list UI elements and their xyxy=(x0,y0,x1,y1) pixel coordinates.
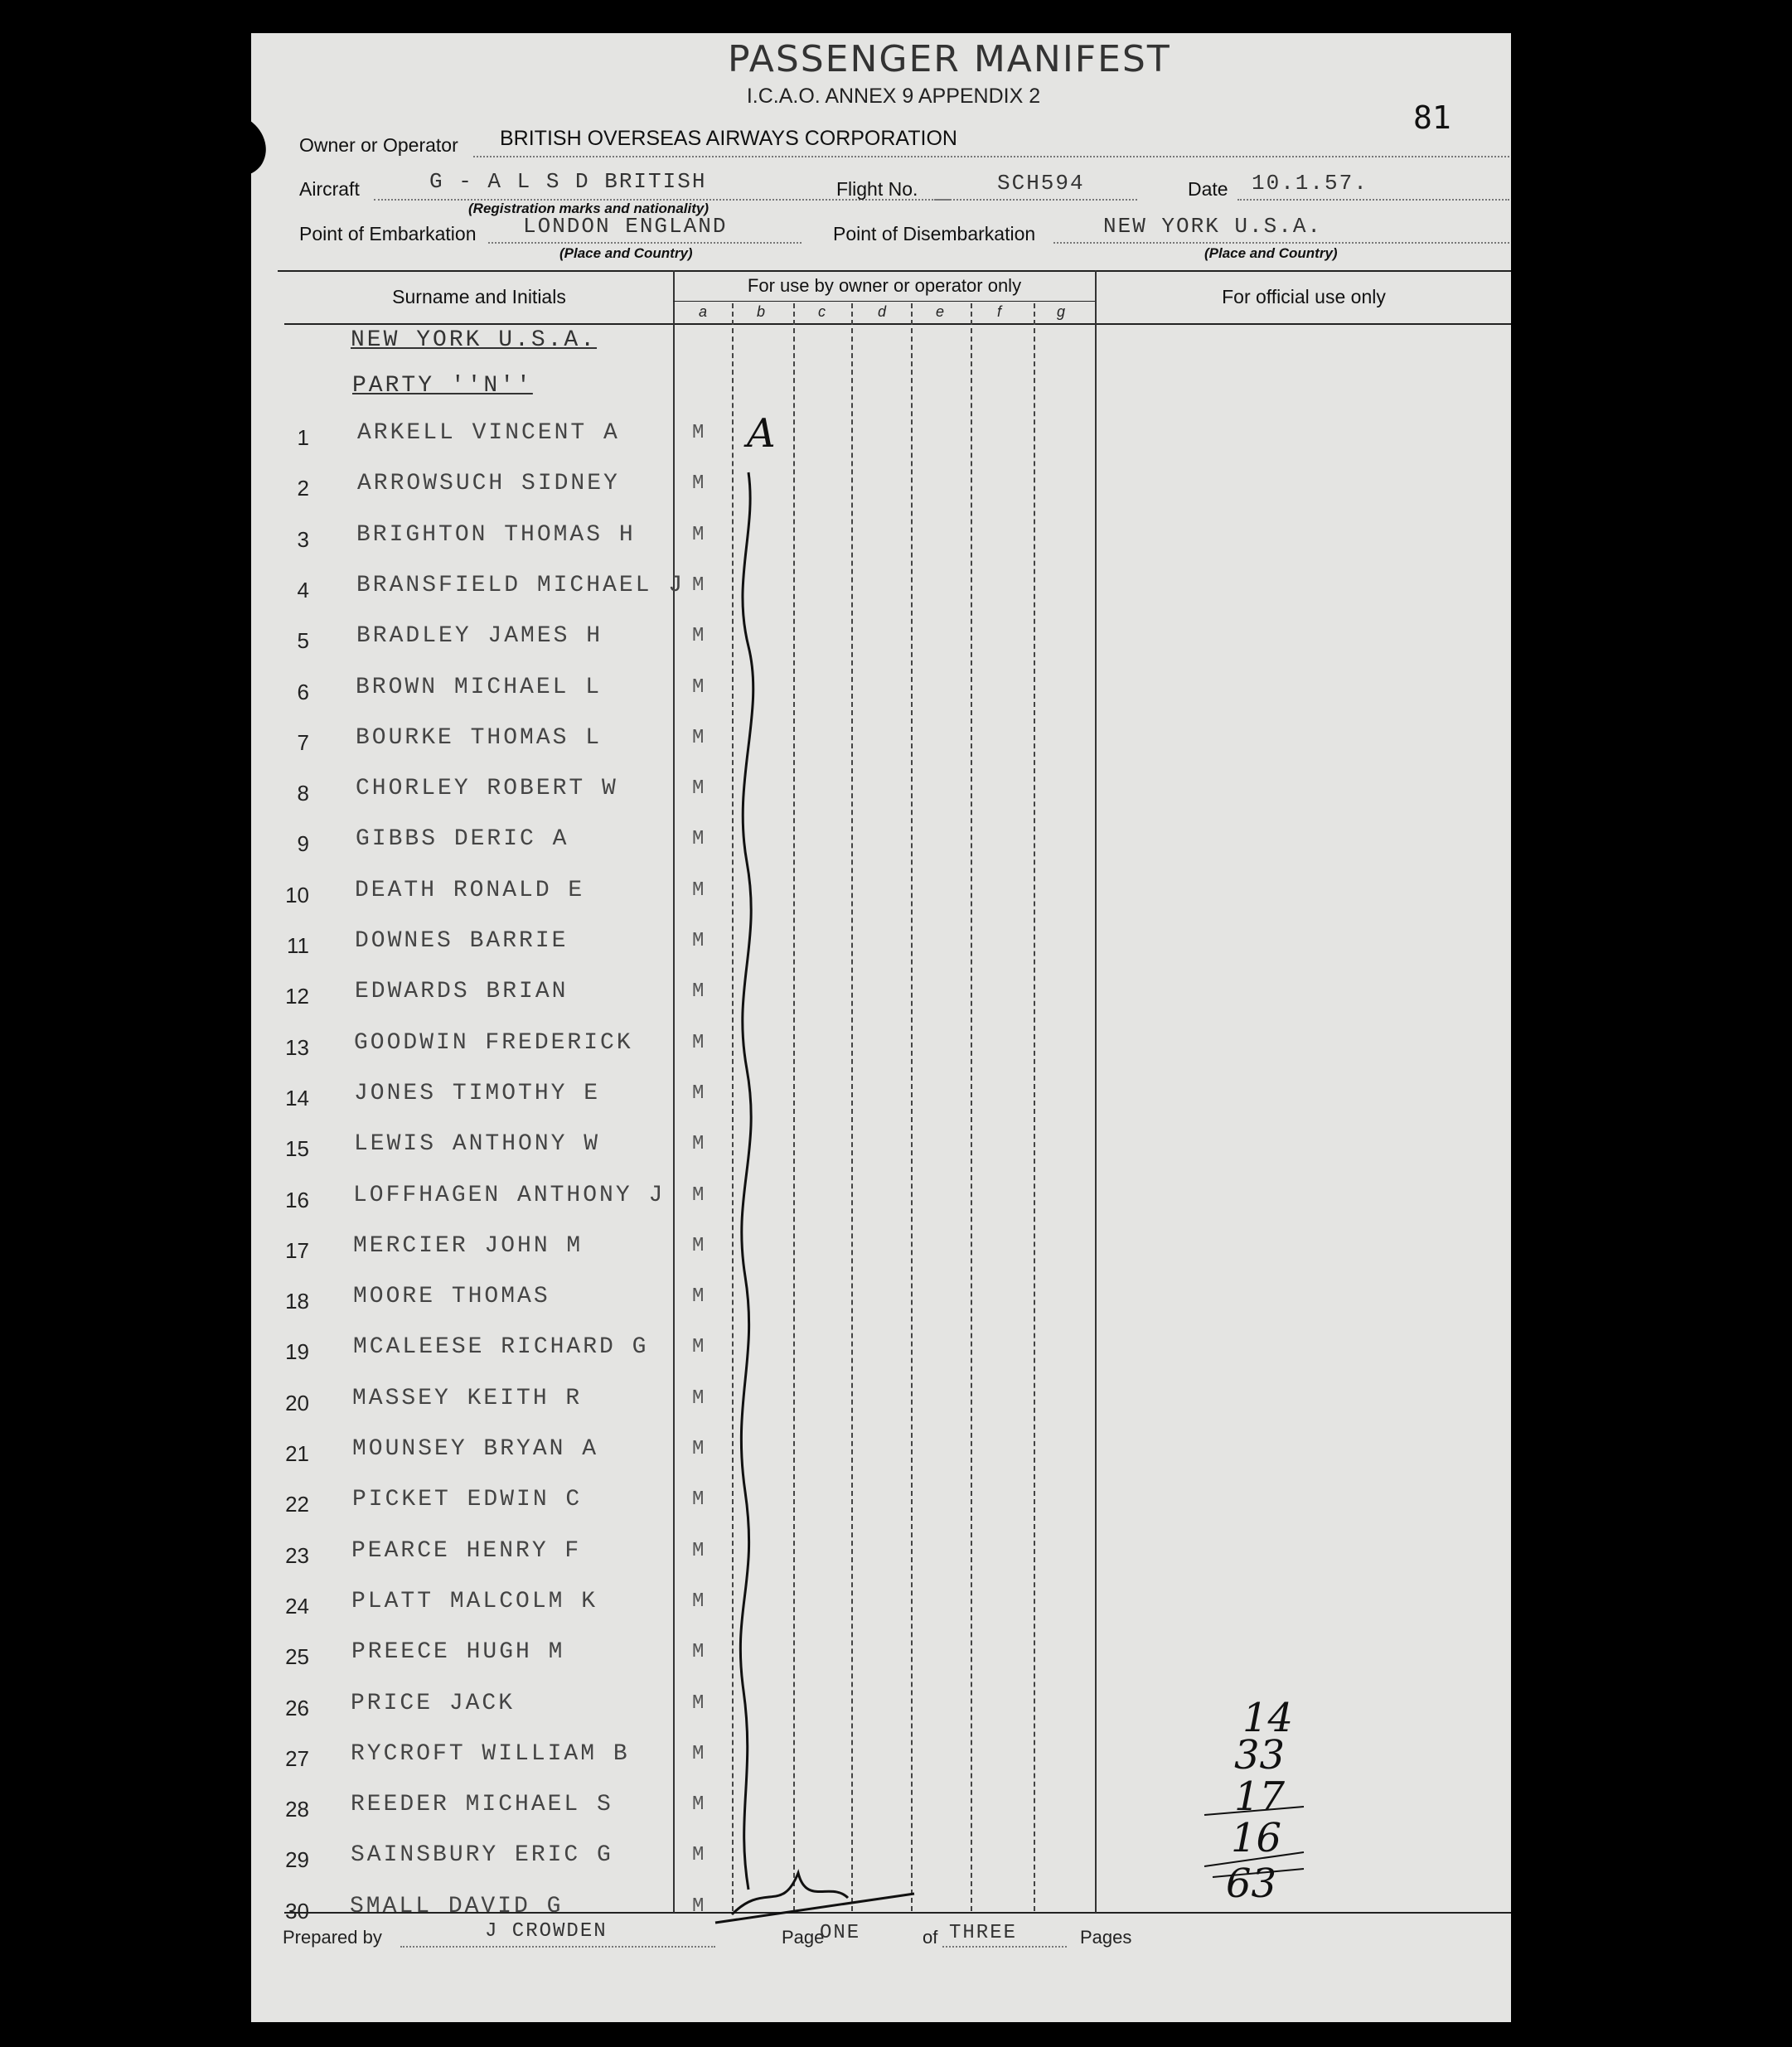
registration-note: (Registration marks and nationality) xyxy=(468,201,709,216)
page-value: ONE xyxy=(820,1922,861,1944)
flight-value: SCH594 xyxy=(997,171,1085,196)
passenger-sex: M xyxy=(692,1387,705,1410)
passenger-sex: M xyxy=(692,930,705,952)
passenger-name: JONES TIMOTHY E xyxy=(354,1081,601,1106)
place-note-left: (Place and Country) xyxy=(559,245,693,261)
tally-2: 33 xyxy=(1234,1732,1286,1778)
party-line: PARTY ''N'' xyxy=(352,373,533,399)
subcol-d: d xyxy=(878,303,887,320)
subcol-e: e xyxy=(936,303,945,320)
row-number: 17 xyxy=(285,1238,309,1263)
official-column-header: For official use only xyxy=(1222,286,1386,307)
passenger-sex: M xyxy=(692,777,705,800)
subcol-b: b xyxy=(757,303,766,320)
passenger-name: SMALL DAVID G xyxy=(350,1894,564,1919)
passenger-sex: M xyxy=(692,980,705,1003)
tally-1: 14 xyxy=(1242,1695,1294,1741)
row-number: 30 xyxy=(285,1899,309,1924)
passenger-sex: M xyxy=(692,1133,705,1155)
row-number: 28 xyxy=(285,1797,309,1822)
passenger-name: CHORLEY ROBERT W xyxy=(356,776,618,801)
passenger-sex: M xyxy=(692,1540,705,1562)
tally-total: 63 xyxy=(1226,1861,1277,1907)
row-number: 7 xyxy=(297,730,309,755)
owner-label: Owner or Operator xyxy=(299,134,458,156)
row-number: 3 xyxy=(297,527,309,552)
row-number: 24 xyxy=(285,1594,309,1619)
embarkation-value: LONDON ENGLAND xyxy=(523,214,728,239)
row-number: 6 xyxy=(297,680,309,704)
passenger-name: EDWARDS BRIAN xyxy=(355,979,569,1004)
passenger-name: MCALEESE RICHARD G xyxy=(353,1334,649,1360)
row-number: 21 xyxy=(285,1441,309,1466)
passenger-name: BRIGHTON THOMAS H xyxy=(356,522,636,548)
passenger-sex: M xyxy=(692,524,705,546)
passenger-sex: M xyxy=(692,676,705,699)
passenger-name: MOUNSEY BRYAN A xyxy=(352,1436,599,1462)
passenger-sex: M xyxy=(692,574,705,597)
passenger-sex: M xyxy=(692,1336,705,1358)
passenger-name: MERCIER JOHN M xyxy=(353,1233,584,1259)
passenger-sex: M xyxy=(692,1488,705,1511)
passenger-sex: M xyxy=(692,1032,705,1054)
of-value: THREE xyxy=(949,1922,1018,1944)
of-label: of xyxy=(923,1927,938,1948)
passenger-sex: M xyxy=(692,1793,705,1816)
row-number: 9 xyxy=(297,831,309,856)
row-number: 10 xyxy=(285,883,309,907)
row-number: 22 xyxy=(285,1492,309,1517)
passenger-name: BROWN MICHAEL L xyxy=(356,675,603,700)
name-column-header: Surname and Initials xyxy=(392,286,566,307)
passenger-sex: M xyxy=(692,828,705,850)
passenger-sex: M xyxy=(692,1743,705,1765)
row-number: 5 xyxy=(297,628,309,653)
form-title: PASSENGER MANIFEST xyxy=(728,38,1171,80)
passenger-sex: M xyxy=(692,1184,705,1207)
row-number: 26 xyxy=(285,1696,309,1720)
row-number: 1 xyxy=(297,425,309,450)
passenger-name: BOURKE THOMAS L xyxy=(356,725,603,751)
passenger-sex: M xyxy=(692,1844,705,1866)
passenger-name: PICKET EDWIN C xyxy=(352,1487,583,1512)
passenger-sex: M xyxy=(692,1285,705,1308)
passenger-name: REEDER MICHAEL S xyxy=(351,1792,613,1817)
passenger-sex: M xyxy=(692,472,705,495)
row-number: 20 xyxy=(285,1391,309,1415)
pages-label: Pages xyxy=(1080,1927,1132,1948)
subcol-a: a xyxy=(699,303,708,320)
row-number: 23 xyxy=(285,1543,309,1568)
disembarkation-value: NEW YORK U.S.A. xyxy=(1103,214,1323,239)
disembarkation-label: Point of Disembarkation xyxy=(833,223,1036,244)
row-number: 8 xyxy=(297,781,309,806)
row-number: 19 xyxy=(285,1339,309,1364)
passenger-name: MASSEY KEITH R xyxy=(352,1386,583,1411)
passenger-name: BRANSFIELD MICHAEL J xyxy=(356,573,685,598)
subcol-c: c xyxy=(818,303,826,320)
passenger-name: RYCROFT WILLIAM B xyxy=(351,1741,630,1767)
page-label: Page xyxy=(782,1927,825,1948)
row-number: 11 xyxy=(287,933,309,958)
passenger-sex: M xyxy=(692,1641,705,1663)
passenger-name: ARKELL VINCENT A xyxy=(357,420,620,446)
prepared-label: Prepared by xyxy=(283,1927,382,1948)
date-value: 10.1.57. xyxy=(1252,171,1368,196)
passenger-sex: M xyxy=(692,625,705,647)
row-number: 25 xyxy=(285,1644,309,1669)
passenger-name: DEATH RONALD E xyxy=(355,878,585,903)
embarkation-label: Point of Embarkation xyxy=(299,223,477,244)
destination-line: NEW YORK U.S.A. xyxy=(351,327,598,353)
operator-column-header: For use by owner or operator only xyxy=(747,275,1022,296)
passenger-name: GIBBS DERIC A xyxy=(356,826,569,852)
passenger-name: SAINSBURY ERIC G xyxy=(351,1842,613,1868)
passenger-sex: M xyxy=(692,1692,705,1715)
passenger-name: PEARCE HENRY F xyxy=(351,1538,582,1564)
subcol-f: f xyxy=(997,303,1002,320)
row-number: 4 xyxy=(297,578,309,602)
passenger-name: PLATT MALCOLM K xyxy=(351,1589,598,1614)
passenger-sex: M xyxy=(692,879,705,902)
passenger-sex: M xyxy=(692,1590,705,1613)
place-note-right: (Place and Country) xyxy=(1204,245,1338,261)
row-number: 27 xyxy=(285,1746,309,1771)
handwritten-mark-a: A xyxy=(747,410,776,457)
passenger-sex: M xyxy=(692,1235,705,1257)
manifest-sheet xyxy=(251,33,1511,2022)
page-number: 81 xyxy=(1413,99,1451,136)
row-number: 29 xyxy=(285,1847,309,1872)
form-subtitle: I.C.A.O. ANNEX 9 APPENDIX 2 xyxy=(746,85,1041,108)
row-number: 2 xyxy=(297,476,309,501)
aircraft-label: Aircraft xyxy=(299,178,360,200)
row-number: 16 xyxy=(285,1188,309,1212)
tally-3: 17 xyxy=(1234,1774,1286,1820)
prepared-value: J CROWDEN xyxy=(485,1920,608,1943)
tally-4: 16 xyxy=(1231,1815,1282,1861)
row-number: 12 xyxy=(285,984,309,1009)
passenger-name: BRADLEY JAMES H xyxy=(356,623,603,649)
flight-label: Flight No. xyxy=(836,178,918,200)
passenger-name: ARROWSUCH SIDNEY xyxy=(357,471,620,496)
handwritten-bracket xyxy=(251,33,1511,2022)
passenger-name: PRICE JACK xyxy=(351,1691,516,1716)
subcol-g: g xyxy=(1057,303,1066,320)
passenger-sex: M xyxy=(692,1895,705,1918)
row-number: 13 xyxy=(285,1035,309,1060)
passenger-sex: M xyxy=(692,727,705,749)
passenger-sex: M xyxy=(692,1438,705,1460)
passenger-sex: M xyxy=(692,1082,705,1105)
passenger-name: PREECE HUGH M xyxy=(351,1639,565,1665)
passenger-name: GOODWIN FREDERICK xyxy=(354,1030,633,1056)
passenger-sex: M xyxy=(692,422,705,444)
passenger-name: MOORE THOMAS xyxy=(353,1284,550,1309)
aircraft-value: G - A L S D BRITISH xyxy=(429,169,707,194)
passenger-name: DOWNES BARRIE xyxy=(355,928,569,954)
row-number: 18 xyxy=(285,1289,309,1314)
row-number: 14 xyxy=(285,1086,309,1111)
passenger-name: LEWIS ANTHONY W xyxy=(354,1131,601,1157)
date-label: Date xyxy=(1188,178,1228,200)
passenger-name: LOFFHAGEN ANTHONY J xyxy=(353,1183,666,1208)
row-number: 15 xyxy=(285,1136,309,1161)
owner-value: BRITISH OVERSEAS AIRWAYS CORPORATION xyxy=(500,127,957,150)
